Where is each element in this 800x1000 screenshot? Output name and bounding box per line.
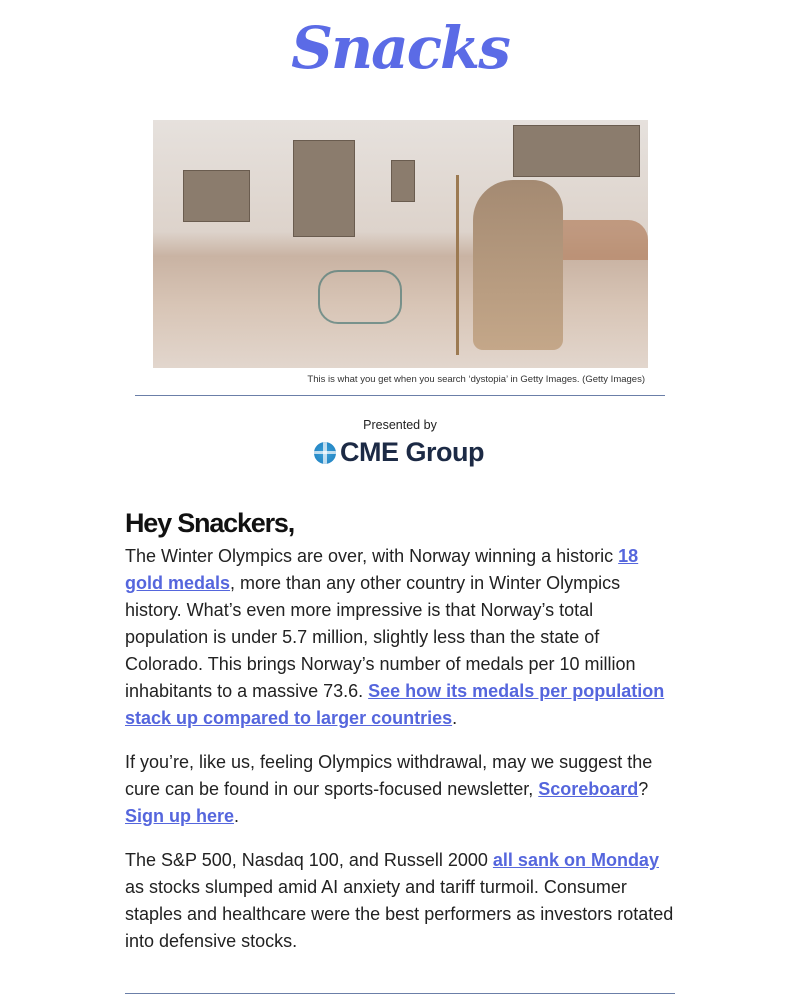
divider [135,395,665,396]
floating-city-shape [183,170,250,222]
scoreboard-link[interactable]: Scoreboard [538,779,639,799]
globe-icon [314,442,336,464]
article-body [125,508,677,972]
text: If you’re, like us, feeling Olympics withdrawal, may we suggest the cure can be found in our sports-focused newsletter, [125,752,653,799]
sponsor-logo[interactable] [314,437,484,468]
presented-by-label: Presented by [363,418,437,432]
text: . [234,806,240,826]
greeting-heading: Hey Snackers, [125,508,295,538]
sponsor-name: CME Group [340,437,484,467]
sign-up-link[interactable]: Sign up here [125,806,235,826]
robed-figure-shape [473,180,563,350]
text: ? [638,779,649,799]
paragraph-olympics [125,543,677,732]
text: The S&P 500, Nasdaq 100, and Russell 2000 [125,850,493,870]
medals-per-population-link[interactable]: See how its medals per population stack up compared to larger countries [125,681,665,728]
text: as stocks slumped amid AI anxiety and tariff turmoil. Consumer staples and healthcare were the best performers as investors rotated into defensive stocks. [125,877,674,951]
gold-medals-link[interactable]: 18 gold medals [125,546,639,593]
robot-dog-shape [318,270,402,324]
paragraph-markets [125,847,677,955]
hero-image [153,120,648,368]
text: . [452,708,458,728]
divider [125,993,675,994]
floating-city-shape [293,140,355,237]
paragraph-scoreboard [125,749,677,830]
text: The Winter Olympics are over, with Norway winning a historic [125,546,619,566]
text: , more than any other country in Winter Olympics history. What’s even more impressive is that Norway’s total population is under 5.7 million, slightly less than the state of Colorado. This brings Norway’s number of medals per 10 million inhabitants to a massive 73.6. [125,573,636,701]
floating-city-shape [391,160,415,202]
staff-shape [456,175,459,355]
snacks-logo[interactable]: Snacks [291,14,509,82]
image-caption: This is what you get when you search ‘dystopia’ in Getty Images. (Getty Images) [307,374,645,385]
all-sank-link[interactable]: all sank on Monday [492,850,659,870]
floating-city-shape [513,125,640,177]
